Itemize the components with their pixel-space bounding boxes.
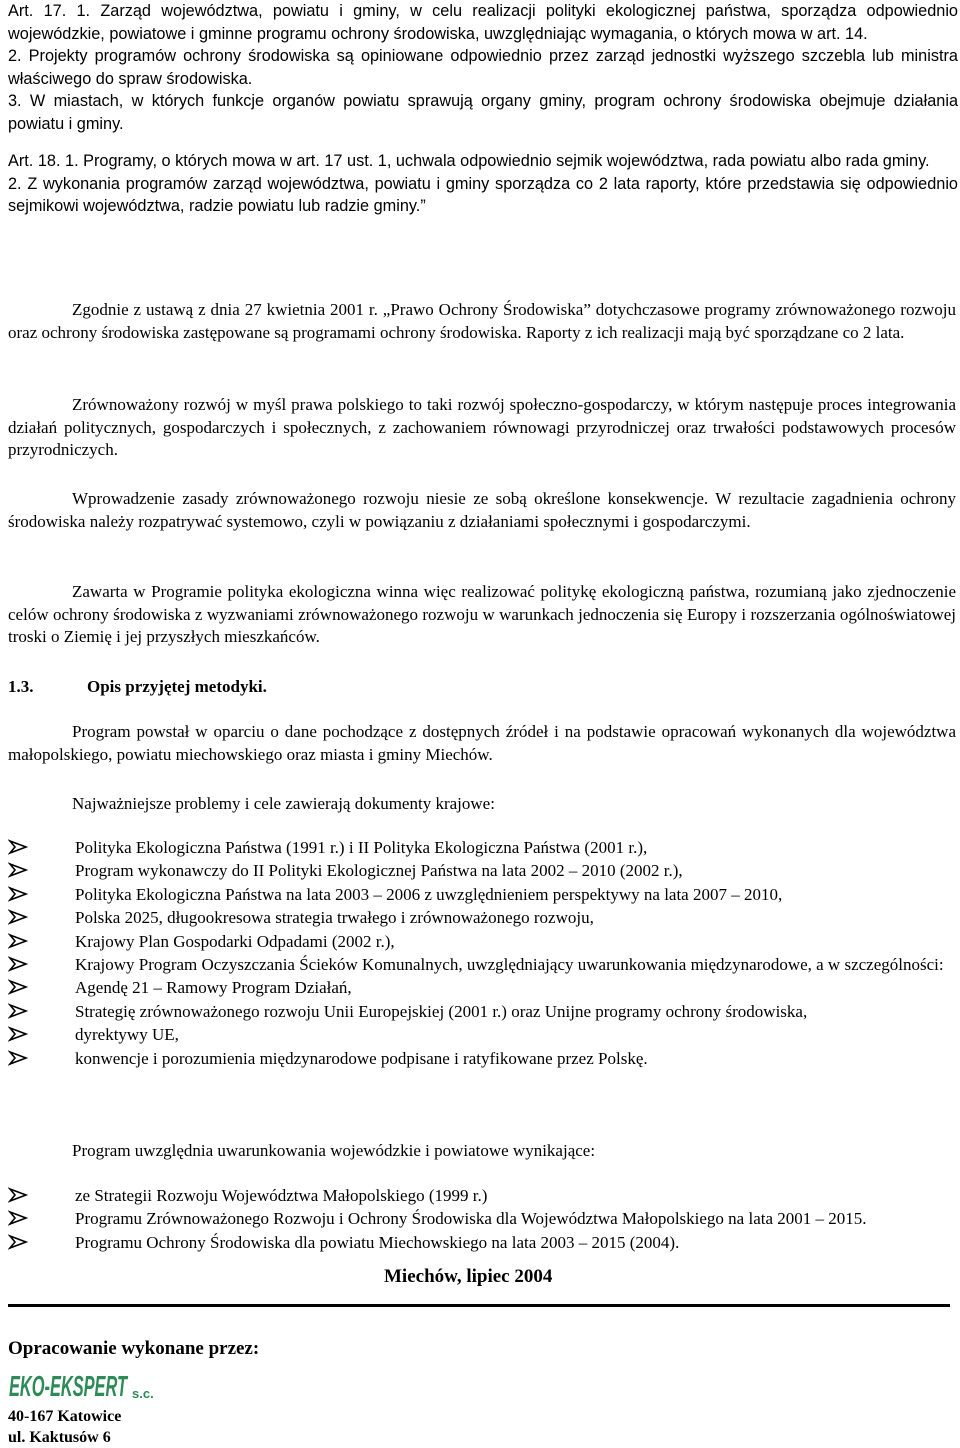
prepared-by-label: Opracowanie wykonane przez: <box>8 1338 260 1359</box>
list-item-text: Krajowy Plan Gospodarki Odpadami (2002 r.), <box>75 931 395 951</box>
list-item-text: Program wykonawczy do II Polityki Ekologicznej Państwa na lata 2002 – 2010 (2002 r.), <box>75 861 683 881</box>
section-number: 1.3. <box>8 677 34 696</box>
footer-divider <box>8 1304 950 1307</box>
list-item-text: Strategię zrównoważonego rozwoju Unii Europejskiej (2001 r.) oraz Unijne programy ochrony środowiska, <box>75 1001 808 1021</box>
arrow-bullet-icon <box>8 862 30 878</box>
list-item <box>8 1023 956 1046</box>
list-item-text: konwencje i porozumienia międzynarodowe podpisane i ratyfikowane przez Polskę. <box>75 1048 648 1068</box>
company-address <box>8 1406 121 1448</box>
address-line-2: ul. Kaktusów 6 <box>8 1429 111 1446</box>
zrownowazony-paragraph: Zrównoważony rozwój w myśl prawa polskiego to taki rozwój społeczno-gospodarczy, w którym następuje proces integrowania działań politycznych, gospodarczych i społecznych, z zachowaniem równowagi przyrodniczej oraz trwałości podstawowych procesów przyrodniczych. <box>8 395 956 459</box>
list-item <box>8 1184 956 1207</box>
arrow-bullet-icon <box>8 1026 30 1042</box>
zawarta-paragraph: Zawarta w Programie polityka ekologiczna winna więc realizować politykę ekologiczną państwa, rozumianą jako zjednoczenie celów ochrony środowiska z wyzwaniami zrównoważonego rozwoju w warunkach jednoczenia się Europy i rozszerzania ogólnoświatowej troski o Ziemię i jej przyszłych mieszkańców. <box>8 582 956 646</box>
list-item-text: Polityka Ekologiczna Państwa na lata 2003 – 2006 z uwzględnieniem perspektywy na lata 2007 – 2010, <box>75 884 783 904</box>
logo-suffix: s.c. <box>132 1386 154 1401</box>
national-intro: Najważniejsze problemy i cele zawierają dokumenty krajowe: <box>72 794 495 813</box>
arrow-bullet-icon <box>8 1003 30 1019</box>
program-paragraph: Program powstał w oparciu o dane pochodzące z dostępnych źródeł i na podstawie opracowań wykonanych dla województwa małopolskiego, powiatu miechowskiego oraz miasta i gminy Miechów. <box>8 722 956 764</box>
list-item <box>8 1047 956 1070</box>
list-item <box>8 883 956 906</box>
list-item <box>8 836 956 859</box>
arrow-bullet-icon <box>8 886 30 902</box>
arrow-bullet-icon <box>8 1187 30 1203</box>
list-item <box>8 953 956 976</box>
regional-intro: Program uwzględnia uwarunkowania wojewódzkie i powiatowe wynikające: <box>72 1141 596 1160</box>
arrow-bullet-icon <box>8 933 30 949</box>
address-line-1: 40-167 Katowice <box>8 1408 122 1425</box>
list-item <box>8 930 956 953</box>
list-item <box>8 906 956 929</box>
list-item-text: Polska 2025, długookresowa strategia trwałego i zrównoważonego rozwoju, <box>75 908 594 928</box>
list-item <box>8 859 956 882</box>
place-date: Miechów, lipiec 2004 <box>384 1266 553 1287</box>
list-item-text: Krajowy Program Oczyszczania Ścieków Komunalnych, uwzględniający uwarunkowania międzynarodowe, a w szczególności: <box>75 955 944 975</box>
arrow-bullet-icon <box>8 979 30 995</box>
list-item-text: Polityka Ekologiczna Państwa (1991 r.) i II Polityka Ekologiczna Państwa (2001 r.), <box>75 838 648 857</box>
list-item-text: Programu Zrównoważonego Rozwoju i Ochrony Środowiska dla Województwa Małopolskiego na lata 2001 – 2015. <box>75 1209 867 1229</box>
arrow-bullet-icon <box>8 1234 30 1250</box>
article-17 <box>8 0 958 218</box>
section-title: Opis przyjętej metodyki. <box>87 677 267 696</box>
list-item <box>8 1000 956 1023</box>
list-item-text: Programu Ochrony Środowiska dla powiatu Miechowskiego na lata 2003 – 2015 (2004). <box>75 1232 680 1252</box>
zgodnie-paragraph: Zgodnie z ustawą z dnia 27 kwietnia 2001 r. „Prawo Ochrony Środowiska” dotychczasowe programy zrównoważonego rozwoju oraz ochrony środowiska zastępowane są programami ochrony środowiska. Raporty z ich realizacji mają być sporządzane co 2 lata. <box>8 300 956 342</box>
arrow-bullet-icon <box>8 956 30 972</box>
article-18-paragraph-1: Art. 18. 1. Programy, o których mowa w art. 17 ust. 1, uchwala odpowiednio sejmik województwa, rada powiatu albo rada gminy. <box>8 152 930 170</box>
article-17-paragraph-1: Art. 17. 1. Zarząd województwa, powiatu i gminy, w celu realizacji polityki ekologicznej państwa, sporządza odpowiednio wojewódzkie, powiatowe i gminne programu ochrony środowiska, uwzględniając wymagania, o których mowa w art. 14. <box>8 2 958 43</box>
arrow-bullet-icon <box>8 839 30 855</box>
arrow-bullet-icon <box>8 1050 30 1066</box>
arrow-bullet-icon <box>8 909 30 925</box>
logo-text: EKO-EKSPERT <box>9 1371 129 1403</box>
list-item-text: ze Strategii Rozwoju Województwa Małopolskiego (1999 r.) <box>75 1186 488 1205</box>
list-item-text: Agendę 21 – Ramowy Program Działań, <box>75 978 352 998</box>
eko-ekspert-logo <box>8 1366 168 1404</box>
regional-documents-list <box>8 1184 956 1254</box>
list-item <box>8 1231 956 1254</box>
list-item <box>8 1207 956 1230</box>
article-17-paragraph-2: 2. Projekty programów ochrony środowiska są opiniowane odpowiednio przez zarząd jednostki wyższego szczebla lub ministra właściwego do spraw środowiska. <box>8 47 958 88</box>
wprowadzenie-paragraph: Wprowadzenie zasady zrównoważonego rozwoju niesie ze sobą określone konsekwencje. W rezultacie zagadnienia ochrony środowiska należy rozpatrywać systemowo, czyli w powiązaniu z działaniami społecznymi i gospodarczymi. <box>8 489 956 531</box>
arrow-bullet-icon <box>8 1210 30 1226</box>
list-item-text: dyrektywy UE, <box>75 1025 179 1045</box>
national-documents-list <box>8 836 956 1070</box>
article-18-paragraph-2: 2. Z wykonania programów zarząd województwa, powiatu i gminy sporządza co 2 lata raporty, które przedstawia się odpowiednio sejmikowi województwa, radzie powiatu lub radzie gminy.” <box>8 174 958 215</box>
article-17-paragraph-3: 3. W miastach, w których funkcje organów powiatu sprawują organy gminy, program ochrony środowiska obejmuje działania powiatu i gminy. <box>8 92 958 133</box>
list-item <box>8 976 956 999</box>
section-heading <box>8 677 267 697</box>
